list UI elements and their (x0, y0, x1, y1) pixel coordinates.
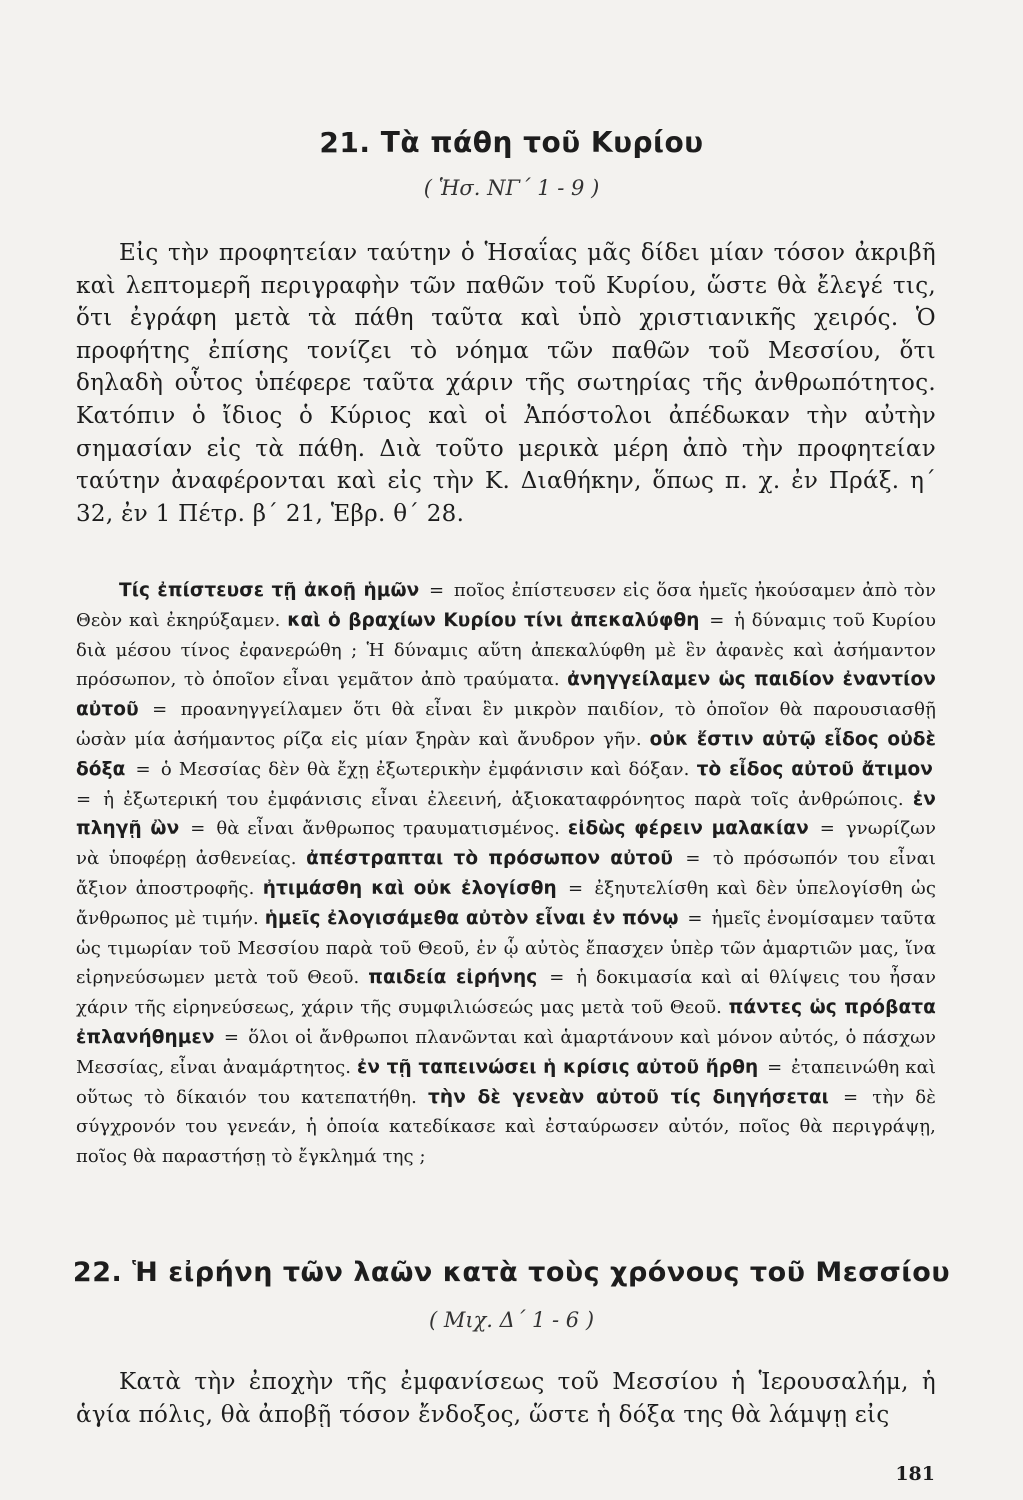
equals-sign: = (681, 907, 709, 929)
equals-sign: = (676, 848, 711, 870)
equals-sign: = (422, 580, 451, 601)
note-gloss: ὅλοι οἱ ἄνθρωποι πλανῶνται καὶ ἁμαρτάνουν καὶ μόνον αὐτός, ὁ πάσχων Μεσσίας, εἶναι ἀναμάρτητος. (76, 1026, 936, 1078)
note-lemma: καὶ ὁ βραχίων Κυρίου τίνι ἀπεκαλύφθη (287, 609, 700, 631)
note-gloss: ὁ Μεσσίας δὲν θὰ ἔχῃ ἐξωτερικὴν ἐμφάνισιν καὶ δόξαν. (160, 758, 690, 780)
equals-sign: = (811, 818, 843, 840)
note-lemma: τὸ εἶδος αὐτοῦ ἄτιμον (696, 758, 934, 780)
note-gloss: ἐταπεινώθη καὶ οὕτως τὸ δίκαιόν του κατεπατήθη. (76, 1056, 937, 1108)
note-gloss: ἡ ἐξωτερική του ἐμφάνισις εἶναι ἐλεεινή, ἀξιοκαταφρόνητος παρὰ τοῖς ἀνθρώποις. (103, 788, 904, 810)
equals-sign: = (128, 758, 158, 780)
note-gloss: ἡμεῖς ἐνομίσαμεν ταῦτα ὡς τιμωρίαν τοῦ Μεσσίου παρὰ τοῦ Θεοῦ, ἐν ᾧ αὐτὸς ἔπασχεν ὑπὲρ τῶν ἁμαρτιῶν μας, ἵνα εἰρηνεύσωμεν μετὰ τοῦ Θεοῦ. (76, 907, 937, 989)
note-gloss: γνωρίζων νὰ ὑποφέρῃ ἀσθενείας. (76, 818, 937, 870)
note-gloss: τὸ πρόσωπόν του εἶναι ἄξιον ἀποστροφῆς. (76, 848, 936, 899)
equals-sign: = (559, 877, 592, 899)
commentary-notes (76, 576, 936, 1172)
equals-sign: = (761, 1056, 789, 1078)
notes-paragraph (76, 576, 936, 1172)
note-lemma: παιδεία εἰρήνης (368, 967, 538, 989)
equals-sign: = (141, 699, 178, 721)
note-lemma: ἐν τῇ ταπεινώσει ἡ κρίσις αὐτοῦ ἤρθη (356, 1056, 759, 1078)
section-22-title: 22. Ἡ εἰρήνη τῶν λαῶν κατὰ τοὺς χρόνους τοῦ Μεσσίου (72, 1257, 951, 1288)
note-lemma: ἡμεῖς ἐλογισάμεθα αὐτὸν εἶναι ἐν πόνῳ (264, 907, 679, 929)
note-lemma: Τίς ἐπίστευσε τῇ ἀκοῇ ἡμῶν (119, 580, 420, 601)
paragraph-text: Εἰς τὴν προφητείαν ταύτην ὁ Ἡσαΐας μᾶς δίδει μίαν τόσον ἀκριβῆ καὶ λεπτομερῆ περιγραφὴν τῶν παθῶν τοῦ Κυρίου, ὥστε θὰ ἔλεγέ τις, ὅτι ἐγράφη μετὰ τὰ πάθη ταῦτα καὶ ὑπὸ χριστιανικῆς χειρός. Ὁ προφήτης ἐπίσης τονίζει τὸ νόημα τῶν παθῶν τοῦ Μεσσίου, ὅτι δηλαδὴ οὗτος ὑπέφερε ταῦτα χάριν τῆς σωτηρίας τῆς ἀνθρωπότητος. Κατόπιν ὁ ἴδιος ὁ Κύριος καὶ οἱ Ἀπόστολοι ἀπέδωκαν τὴν αὐτὴν σημασίαν εἰς τὰ πάθη. Διὰ τοῦτο μερικὰ μέρη ἀπὸ τὴν προφητείαν ταύτην ἀναφέρονται καὶ εἰς τὴν Κ. Διαθήκην, ὅπως π. χ. ἐν Πράξ. η΄ 32, ἐν 1 Πέτρ. β΄ 21, Ἑβρ. θ΄ 28. (76, 240, 936, 527)
note-lemma: ἠτιμάσθη καὶ οὐκ ἐλογίσθη (262, 877, 557, 899)
note-gloss: ἡ δοκιμασία καὶ αἱ θλίψεις του ἦσαν χάριν τῆς εἰρηνεύσεως, χάριν τῆς συμφιλιώσεώς μας μετὰ τοῦ Θεοῦ. (76, 967, 936, 1019)
note-gloss: ἐξηυτελίσθη καὶ δὲν ὑπελογίσθη ὡς ἄνθρωπος μὲ τιμήν. (76, 877, 937, 929)
note-lemma: πάντες ὡς πρόβατα ἐπλανήθημεν (76, 997, 936, 1048)
note-gloss: προανηγγείλαμεν ὅτι θὰ εἶναι ἓν μικρὸν παιδίον, τὸ ὁποῖον θὰ παρουσιασθῇ ὡσὰν μία ἀσήμαντος ρίζα εἰς μίαν ξηρὰν καὶ ἄνυδρον γῆν. (76, 699, 936, 750)
note-gloss: τὴν δὲ σύγχρονόν του γενεάν, ἡ ὁποία κατεδίκασε καὶ ἐσταύρωσεν αὐτόν, ποῖος θὰ περιγράψῃ, ποῖος θὰ παραστήσῃ τὸ ἔγκλημά της ; (76, 1086, 936, 1168)
section-22-paragraph (76, 1366, 936, 1431)
note-lemma: ἀνηγγείλαμεν ὡς παιδίον ἐναντίον αὐτοῦ (76, 669, 936, 721)
equals-sign: = (702, 609, 732, 631)
paragraph-text: Κατὰ τὴν ἐποχὴν τῆς ἐμφανίσεως τοῦ Μεσσίου ἡ Ἱερουσαλήμ, ἡ ἁγία πόλις, θὰ ἀποβῇ τόσον ἔνδοξος, ὥστε ἡ δόξα της θὰ λάμψῃ εἰς (76, 1369, 936, 1428)
note-gloss: θὰ εἶναι ἄνθρωπος τραυματισμένος. (216, 818, 560, 840)
equals-sign: = (831, 1086, 870, 1108)
equals-sign: = (182, 818, 214, 840)
equals-sign: = (76, 788, 101, 810)
note-lemma: οὐκ ἔστιν αὐτῷ εἶδος οὐδὲ δόξα (76, 728, 937, 780)
note-lemma: τὴν δὲ γενεὰν αὐτοῦ τίς διηγήσεται (428, 1086, 829, 1108)
note-lemma: εἰδὼς φέρειν μαλακίαν (567, 818, 809, 840)
section-22-reference: ( Μιχ. Δ΄ 1 - 6 ) (428, 1308, 595, 1332)
equals-sign: = (217, 1026, 246, 1048)
note-gloss: ποῖος ἐπίστευσεν εἰς ὅσα ἡμεῖς ἠκούσαμεν ἀπὸ τὸν Θεὸν καὶ ἐκηρύξαμεν. (76, 580, 937, 631)
page-number: 181 (895, 1463, 935, 1485)
note-lemma: ἀπέστραπται τὸ πρόσωπον αὐτοῦ (306, 848, 673, 870)
section-21-title: 21. Τὰ πάθη τοῦ Κυρίου (319, 126, 704, 159)
note-gloss: ἡ δύναμις τοῦ Κυρίου διὰ μέσου τίνος ἐφανερώθη ; Ἡ δύναμις αὕτη ἀπεκαλύφθη μὲ ἓν ἀφανὲς καὶ ἀσήμαντον πρόσωπον, τὸ ὁποῖον εἶναι γεμᾶτον ἀπὸ τραύματα. (76, 609, 936, 691)
equals-sign: = (540, 967, 574, 989)
section-21-paragraph (76, 237, 936, 530)
note-lemma: ἐν πληγῇ ὢν (76, 788, 936, 840)
section-21-reference: ( Ἡσ. ΝΓ΄ 1 - 9 ) (423, 176, 600, 200)
